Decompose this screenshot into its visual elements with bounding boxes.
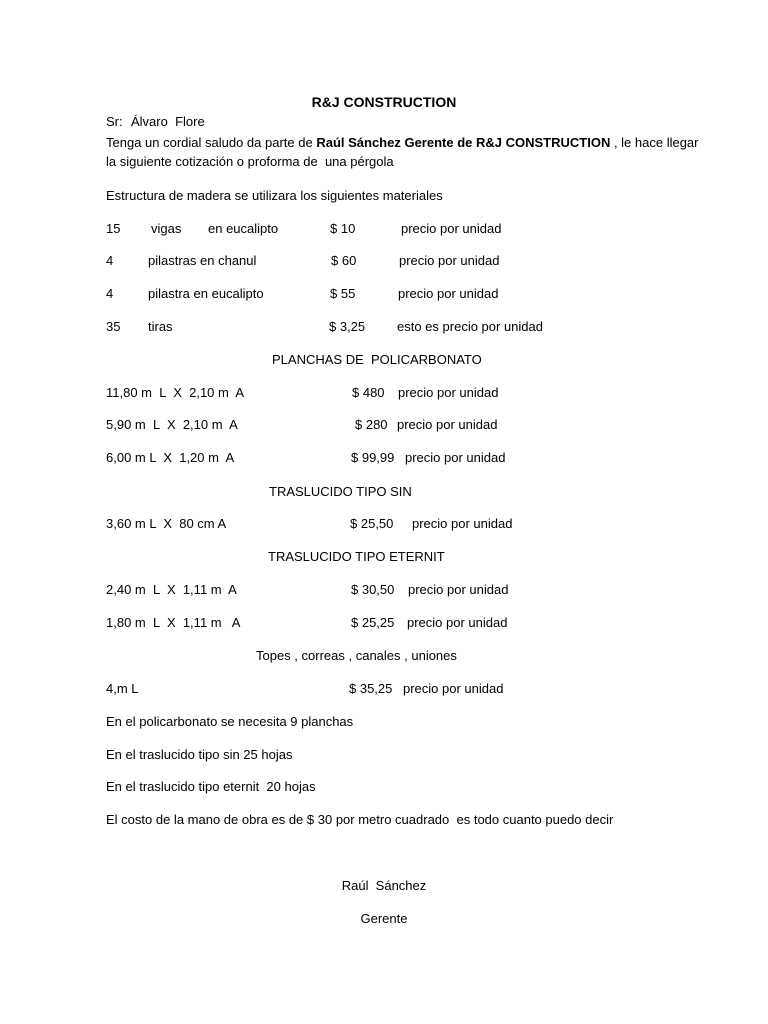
wood-item-note: precio por unidad	[401, 221, 502, 236]
wood-item-qty: 15	[106, 221, 121, 236]
wood-item-price: $ 60	[331, 253, 357, 268]
poly-item-size: 5,90 m L X 2,10 m A	[106, 417, 238, 432]
sin-item-size: 3,60 m L X 80 cm A	[106, 516, 227, 531]
intro-sender: Raúl Sánchez Gerente de R&J CONSTRUCTION	[316, 135, 611, 150]
eternit-heading: TRASLUCIDO TIPO ETERNIT	[268, 549, 445, 564]
poly-item-price: $ 99,99	[351, 450, 395, 465]
note-line: El costo de la mano de obra es de $ 30 por metro cuadrado es todo cuanto puedo decir	[106, 812, 614, 827]
intro-text-a: Tenga un cordial saludo da parte de	[106, 135, 317, 150]
eternit-item-price: $ 30,50	[351, 582, 395, 597]
salutation-prefix: Sr:	[106, 114, 123, 129]
wood-item-price: $ 10	[330, 221, 356, 236]
wood-item-desc: pilastras en chanul	[148, 253, 257, 268]
wood-item-qty: 4	[106, 253, 114, 268]
poly-item-note: precio por unidad	[405, 450, 506, 465]
wood-heading: Estructura de madera se utilizara los siguientes materiales	[106, 188, 443, 203]
intro-text-b: , le hace llegar	[610, 135, 699, 150]
wood-item-note: precio por unidad	[399, 253, 500, 268]
intro-line-1	[106, 136, 699, 149]
wood-item-desc: tiras	[148, 319, 173, 334]
wood-item-price: $ 3,25	[329, 319, 366, 334]
document-title: R&J CONSTRUCTION	[311, 94, 457, 110]
note-line: En el policarbonato se necesita 9 planchas	[106, 714, 354, 729]
poly-item-price: $ 480	[352, 385, 385, 400]
eternit-item-size: 1,80 m L X 1,11 m A	[106, 615, 241, 630]
polycarbonate-heading: PLANCHAS DE POLICARBONATO	[272, 352, 482, 367]
note-line: En el traslucido tipo eternit 20 hojas	[106, 779, 316, 794]
eternit-item-note: precio por unidad	[408, 582, 509, 597]
wood-item-note: precio por unidad	[398, 286, 499, 301]
eternit-item-note: precio por unidad	[407, 615, 508, 630]
signature-role: Gerente	[360, 911, 408, 926]
wood-item-desc-2: en eucalipto	[208, 221, 279, 236]
poly-item-note: precio por unidad	[398, 385, 499, 400]
wood-item-desc: vigas	[151, 221, 182, 236]
accessories-item-note: precio por unidad	[403, 681, 504, 696]
sin-heading: TRASLUCIDO TIPO SIN	[269, 484, 412, 499]
poly-item-price: $ 280	[355, 417, 388, 432]
salutation-name: Álvaro Flore	[131, 114, 205, 129]
accessories-heading: Topes , correas , canales , uniones	[256, 648, 457, 663]
poly-item-size: 6,00 m L X 1,20 m A	[106, 450, 235, 465]
intro-line-2: la siguiente cotización o proforma de una pérgola	[106, 154, 394, 169]
sin-item-note: precio por unidad	[412, 516, 513, 531]
accessories-item-price: $ 35,25	[349, 681, 393, 696]
poly-item-size: 11,80 m L X 2,10 m A	[106, 385, 245, 400]
wood-item-note: esto es precio por unidad	[397, 319, 543, 334]
eternit-item-price: $ 25,25	[351, 615, 395, 630]
signature-name: Raúl Sánchez	[341, 878, 427, 893]
poly-item-note: precio por unidad	[397, 417, 498, 432]
eternit-item-size: 2,40 m L X 1,11 m A	[106, 582, 237, 597]
wood-item-qty: 4	[106, 286, 114, 301]
wood-item-desc: pilastra en eucalipto	[148, 286, 264, 301]
accessories-item-size: 4,m L	[106, 681, 139, 696]
sin-item-price: $ 25,50	[350, 516, 394, 531]
wood-item-qty: 35	[106, 319, 121, 334]
wood-item-price: $ 55	[330, 286, 356, 301]
note-line: En el traslucido tipo sin 25 hojas	[106, 747, 293, 762]
